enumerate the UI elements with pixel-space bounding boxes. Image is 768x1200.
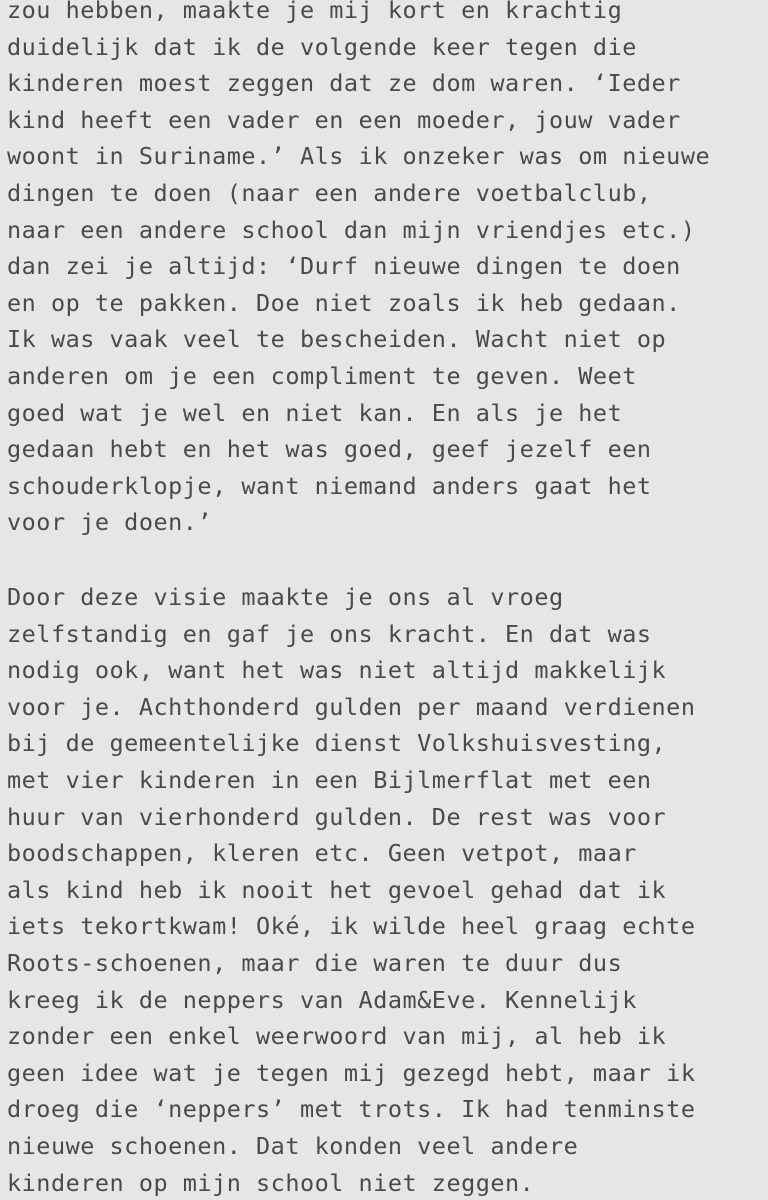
text-line: zelfstandig en gaf je ons kracht. En dat was — [7, 619, 652, 648]
text-line: goed wat je wel en niet kan. En als je het — [7, 398, 623, 427]
text-line: voor je. Achthonderd gulden per maand verdienen — [7, 692, 696, 721]
text-line: duidelijk dat ik de volgende keer tegen die — [7, 32, 637, 61]
text-line: nodig ook, want het was niet altijd makkelijk — [7, 656, 667, 685]
text-line: Door deze visie maakte je ons al vroeg — [7, 583, 564, 611]
text-line: kind heeft een vader en een moeder, jouw vader — [7, 105, 681, 134]
text-line: kreeg ik de neppers van Adam&Eve. Kennelijk — [7, 985, 637, 1014]
text-line: als kind heb ik nooit het gevoel gehad dat ik — [7, 875, 667, 904]
text-line: en op te pakken. Doe niet zoals ik heb gedaan. — [7, 288, 681, 317]
text-line: dingen te doen (naar een andere voetbalclub, — [7, 178, 652, 207]
text-line: dan zei je altijd: ‘Durf nieuwe dingen te doen — [7, 252, 681, 281]
text-line: zonder een enkel weerwoord van mij, al heb ik — [7, 1022, 667, 1051]
text-line: Ik was vaak veel te bescheiden. Wacht niet op — [7, 325, 667, 354]
text-line: naar een andere school dan mijn vriendjes etc.) — [7, 215, 696, 244]
text-line: kinderen moest zeggen dat ze dom waren. ‘Ieder — [7, 69, 681, 98]
text-line: zou hebben, maakte je mij kort en krachtig — [7, 0, 623, 24]
paragraph-1 — [7, 0, 768, 541]
text-line: schouderklopje, want niemand anders gaat het — [7, 471, 652, 500]
text-line: geen idee wat je tegen mij gezegd hebt, maar ik — [7, 1058, 696, 1087]
text-line: boodschappen, kleren etc. Geen vetpot, maar — [7, 839, 637, 868]
text-line: voor je doen.’ — [7, 508, 213, 537]
text-line: kinderen op mijn school niet zeggen. — [7, 1168, 535, 1197]
text-line: anderen om je een compliment te geven. Weet — [7, 361, 637, 390]
text-line: woont in Suriname.’ Als ik onzeker was om nieuwe — [7, 142, 711, 171]
text-line: droeg die ‘neppers’ met trots. Ik had tenminste — [7, 1095, 696, 1124]
paragraph-2 — [7, 579, 768, 1200]
text-line: gedaan hebt en het was goed, geef jezelf een — [7, 435, 652, 464]
text-line: huur van vierhonderd gulden. De rest was voor — [7, 802, 667, 831]
text-line: Roots-schoenen, maar die waren te duur dus — [7, 948, 623, 977]
text-line: nieuwe schoenen. Dat konden veel andere — [7, 1131, 579, 1160]
text-line: iets tekortkwam! Oké, ik wilde heel graag echte — [7, 912, 696, 941]
text-line: met vier kinderen in een Bijlmerflat met een — [7, 765, 652, 794]
text-line: bij de gemeentelijke dienst Volkshuisvesting, — [7, 729, 667, 758]
